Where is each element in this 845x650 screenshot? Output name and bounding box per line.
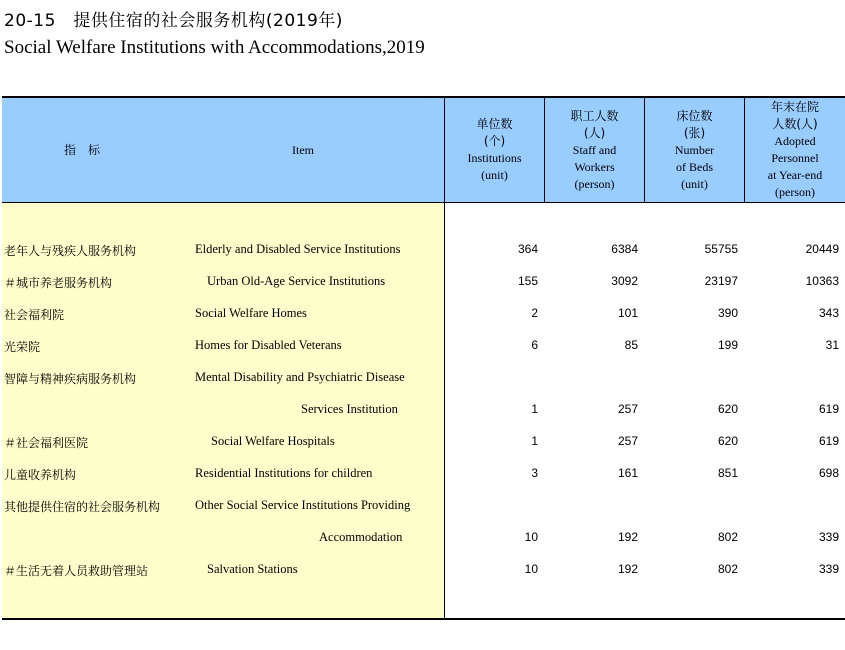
row-label-cn: ＃生活无着人员救助管理站: [4, 564, 149, 578]
beds-cell: 23197: [704, 274, 738, 288]
table-title-cn: 20-15 提供住宿的社会服务机构(2019年): [4, 11, 343, 31]
row-label-en: Social Welfare Hospitals: [211, 434, 335, 448]
adopted-cell: 619: [818, 402, 839, 416]
staff-cell: 257: [617, 434, 638, 448]
header-beds: 床位数 (张) Number of Beds (unit): [674, 108, 715, 191]
adopted-cell: 339: [818, 562, 839, 576]
row-label-en: Urban Old-Age Service Institutions: [207, 274, 386, 288]
institutions-cell: 3: [531, 466, 538, 480]
row-label-cn: ＃社会福利医院: [4, 436, 89, 450]
table-header: [2, 98, 845, 203]
row-label-en: Other Social Service Institutions Providing: [195, 498, 411, 512]
table-row: [2, 274, 845, 294]
beds-cell: 851: [717, 466, 738, 480]
staff-cell: 6384: [611, 242, 638, 256]
row-label-cn: 光荣院: [4, 340, 41, 354]
row-label-en: Salvation Stations: [207, 562, 298, 576]
staff-cell: 161: [617, 466, 638, 480]
adopted-cell: 343: [818, 306, 839, 320]
header-staff: 职工人数 (人) Staff and Workers (person): [570, 108, 619, 191]
beds-cell: 390: [717, 306, 738, 320]
row-label-en: Elderly and Disabled Service Institutions: [195, 242, 401, 256]
beds-cell: 802: [717, 530, 738, 544]
institutions-cell: 6: [531, 338, 538, 352]
table-row: [2, 530, 845, 550]
header-adopted: 年末在院 人数(人) Adopted Personnel at Year-end (person): [767, 100, 823, 199]
row-label-cn: 老年人与残疾人服务机构: [4, 244, 137, 258]
adopted-cell: 10363: [805, 274, 839, 288]
row-label-en: Social Welfare Homes: [195, 306, 307, 320]
institutions-cell: 1: [531, 402, 538, 416]
row-label-en: Mental Disability and Psychiatric Disease: [195, 370, 405, 384]
staff-cell: 3092: [611, 274, 638, 288]
header-indicator: 指 标: [63, 142, 100, 157]
table-row: [2, 338, 845, 358]
table-row: [2, 434, 845, 454]
row-label-en: Residential Institutions for children: [195, 466, 373, 480]
institutions-cell: 155: [517, 274, 538, 288]
table-row: [2, 466, 845, 486]
row-label-en: Services Institution: [301, 402, 398, 416]
beds-cell: 199: [717, 338, 738, 352]
table-title-en: Social Welfare Institutions with Accommodations,2019: [4, 37, 425, 58]
table-row: [2, 242, 845, 262]
header-item: Item: [292, 142, 314, 157]
row-label-en: Accommodation: [319, 530, 403, 544]
data-table: [2, 96, 845, 620]
row-label-cn: ＃城市养老服务机构: [4, 276, 113, 290]
beds-cell: 55755: [704, 242, 738, 256]
row-label-cn: 其他提供住宿的社会服务机构: [4, 500, 161, 514]
table-row: [2, 306, 845, 326]
staff-cell: 101: [617, 306, 638, 320]
row-label-cn: 儿童收养机构: [4, 468, 77, 482]
beds-cell: 620: [717, 402, 738, 416]
table-row: [2, 370, 845, 390]
row-label-en: Homes for Disabled Veterans: [195, 338, 342, 352]
staff-cell: 192: [617, 562, 638, 576]
beds-cell: 802: [717, 562, 738, 576]
adopted-cell: 31: [825, 338, 839, 352]
adopted-cell: 698: [818, 466, 839, 480]
institutions-cell: 2: [531, 306, 538, 320]
institutions-cell: 1: [531, 434, 538, 448]
institutions-cell: 10: [524, 530, 538, 544]
row-label-cn: 社会福利院: [4, 308, 65, 322]
adopted-cell: 339: [818, 530, 839, 544]
institutions-cell: 364: [517, 242, 538, 256]
staff-cell: 192: [617, 530, 638, 544]
institutions-cell: 10: [524, 562, 538, 576]
beds-cell: 620: [717, 434, 738, 448]
staff-cell: 85: [624, 338, 638, 352]
adopted-cell: 20449: [805, 242, 839, 256]
adopted-cell: 619: [818, 434, 839, 448]
header-institutions: 单位数 (个) Institutions (unit): [467, 117, 522, 182]
table-row: [2, 402, 845, 422]
table-row: [2, 498, 845, 518]
table-row: [2, 562, 845, 582]
staff-cell: 257: [617, 402, 638, 416]
row-label-cn: 智障与精神疾病服务机构: [4, 372, 137, 386]
